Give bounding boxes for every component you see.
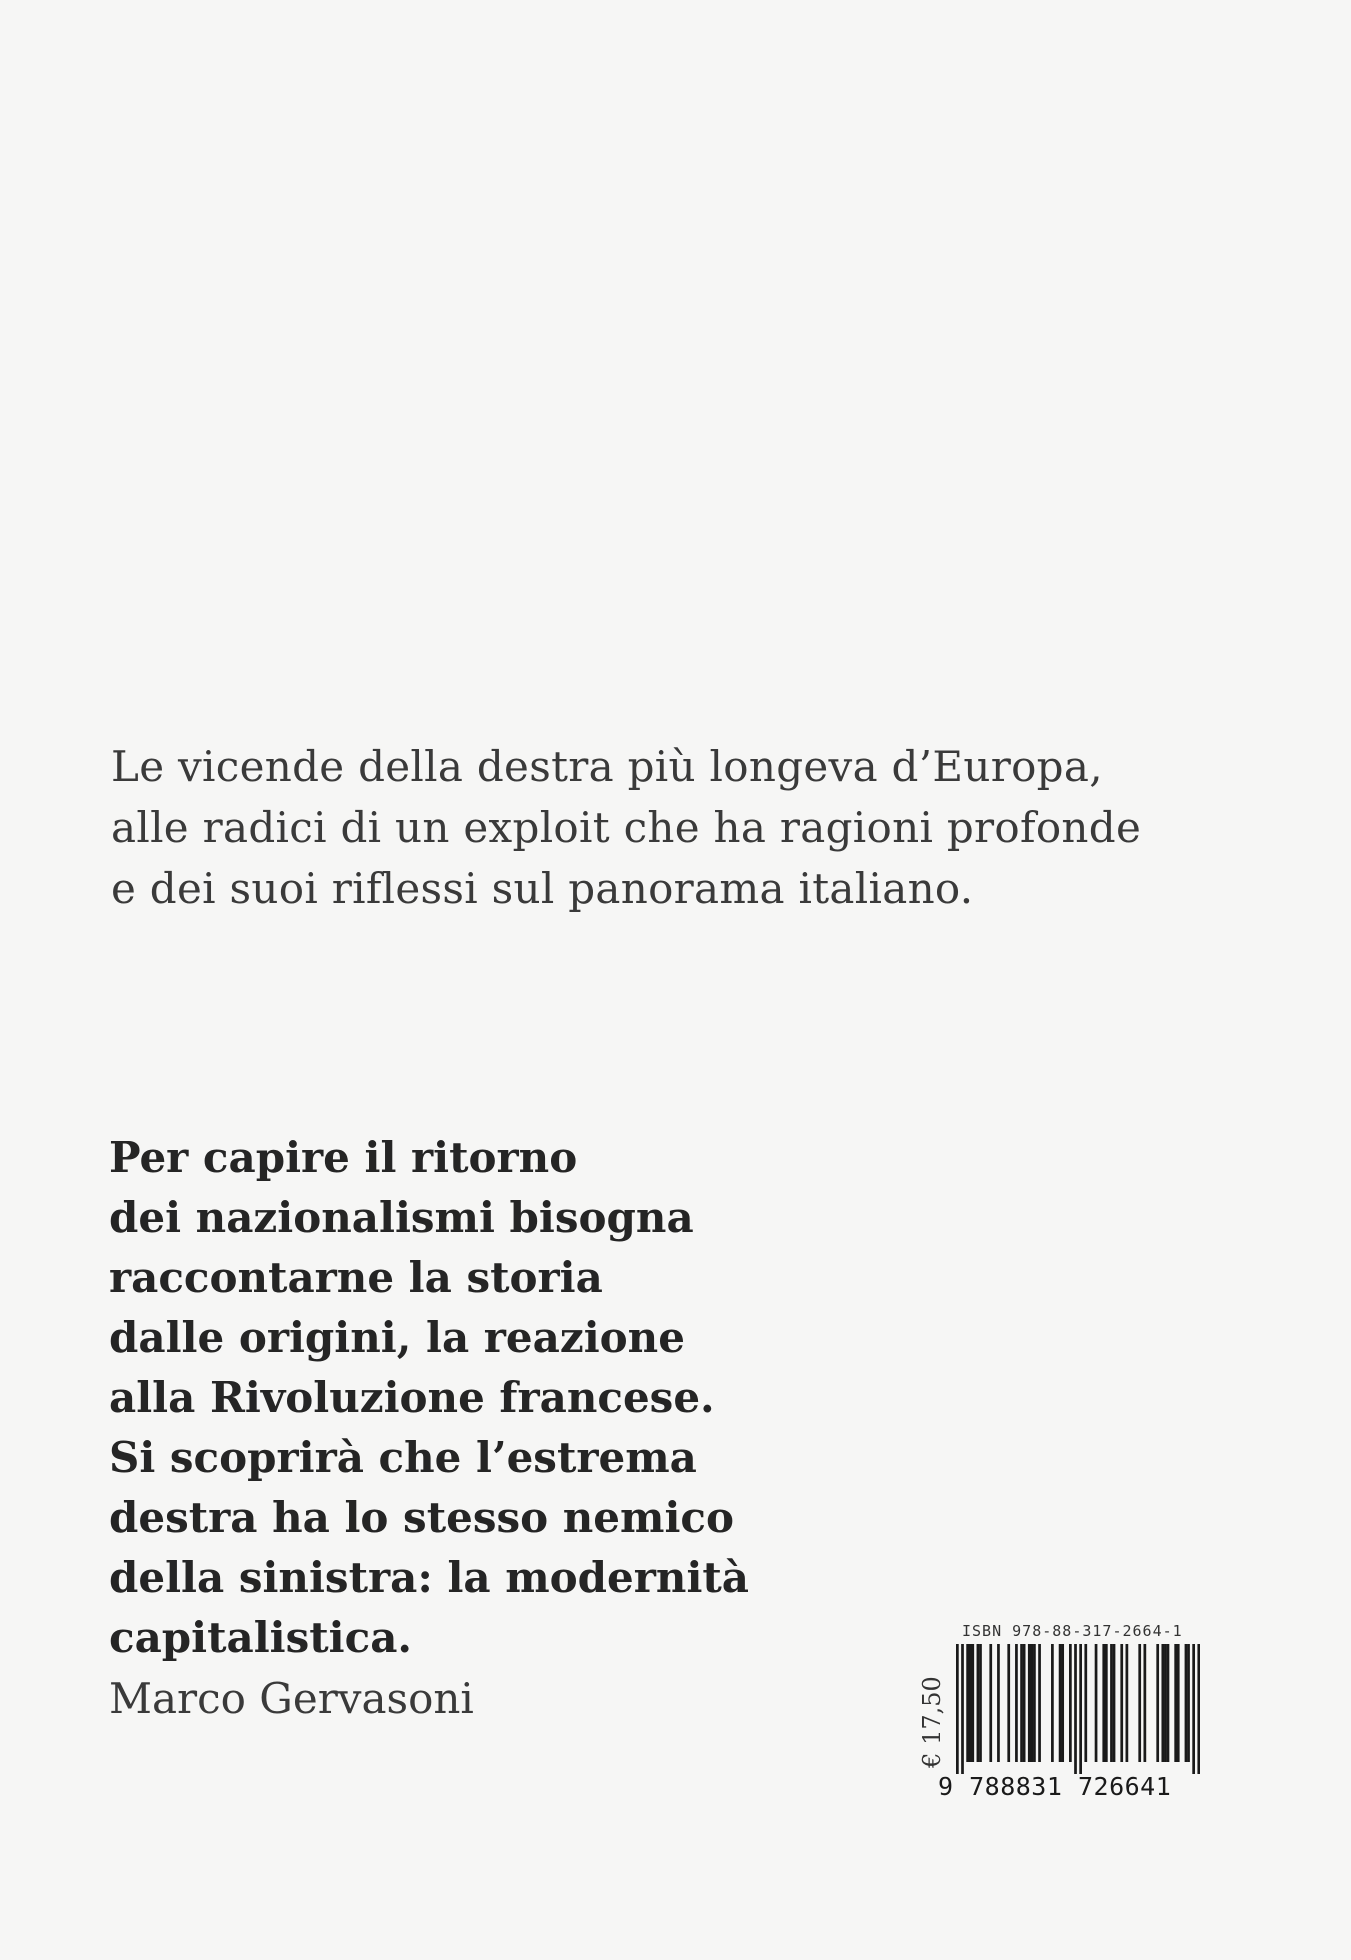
barcode-bar: [1113, 1644, 1116, 1762]
barcode-bar: [1095, 1644, 1098, 1762]
barcode-bar: [956, 1644, 959, 1774]
barcode-bar: [971, 1644, 974, 1762]
barcode-bar: [1007, 1644, 1010, 1762]
barcode-bar: [1033, 1644, 1036, 1762]
barcode-bar: [1161, 1644, 1164, 1762]
isbn-label: ISBN 978-88-317-2664-1: [962, 1622, 1183, 1640]
quote-line: destra ha lo stesso nemico: [109, 1493, 734, 1542]
barcode-bar: [1167, 1644, 1170, 1762]
barcode-bar: [1084, 1644, 1087, 1762]
barcode-bar: [1156, 1644, 1159, 1762]
barcode-bar: [1164, 1644, 1167, 1762]
quote-line: dalle origini, la reazione: [109, 1313, 685, 1362]
barcode-bar: [1143, 1644, 1146, 1762]
barcode-bar: [1197, 1644, 1200, 1774]
barcode-bars: [956, 1644, 1200, 1774]
barcode-bar: [1192, 1644, 1195, 1774]
barcode-bar: [1015, 1644, 1018, 1762]
barcode-bar: [1059, 1644, 1062, 1762]
isbn-barcode-block: [900, 1622, 1200, 1802]
blurb-line: e dei suoi riflessi sul panorama italiano.: [111, 864, 974, 913]
barcode-bar: [1028, 1644, 1031, 1762]
blurb-line: alle radici di un exploit che ha ragioni profonde: [111, 803, 1142, 852]
barcode-bar: [1177, 1644, 1180, 1762]
barcode-bar: [1023, 1644, 1026, 1762]
quote-line: della sinistra: la modernità: [109, 1553, 750, 1602]
blurb-line: Le vicende della destra più longeva d’Europa,: [111, 742, 1103, 791]
back-cover-quote: [109, 1128, 829, 1668]
barcode-bar: [1126, 1644, 1129, 1762]
barcode-bar: [1030, 1644, 1033, 1762]
barcode-digits: 9 788831 726641: [938, 1772, 1172, 1801]
barcode-bar: [1187, 1644, 1190, 1762]
barcode-bar: [1110, 1644, 1113, 1762]
quote-line: Si scoprirà che l’estrema: [109, 1433, 697, 1482]
barcode-bar: [1038, 1644, 1041, 1762]
quote-line: alla Rivoluzione francese.: [109, 1373, 715, 1422]
back-cover-blurb: [111, 736, 1231, 919]
quote-line: dei nazionalismi bisogna: [109, 1193, 694, 1242]
barcode-bar: [1102, 1644, 1105, 1762]
barcode-bar: [1020, 1644, 1023, 1762]
barcode-bar: [1061, 1644, 1064, 1762]
barcode-bar: [1120, 1644, 1123, 1762]
barcode-bar: [1174, 1644, 1177, 1762]
barcode-bar: [977, 1644, 980, 1762]
barcode-bar: [997, 1644, 1000, 1762]
barcode-bar: [1079, 1644, 1082, 1774]
quote-line: capitalistica.: [109, 1613, 413, 1662]
quote-author: Marco Gervasoni: [109, 1674, 474, 1723]
barcode-bar: [1069, 1644, 1072, 1762]
quote-line: Per capire il ritorno: [109, 1133, 578, 1182]
barcode-bar: [1051, 1644, 1054, 1762]
barcode-bar: [966, 1644, 969, 1762]
barcode-bar: [969, 1644, 972, 1762]
barcode-bar: [1074, 1644, 1077, 1774]
barcode-bar: [989, 1644, 992, 1762]
barcode-bar: [979, 1644, 982, 1762]
price-label: € 17,50: [918, 1676, 946, 1768]
barcode-bar: [961, 1644, 964, 1774]
barcode-bar: [1138, 1644, 1141, 1762]
barcode-bar: [1105, 1644, 1108, 1762]
quote-line: raccontarne la storia: [109, 1253, 603, 1302]
barcode-bar: [1185, 1644, 1188, 1762]
